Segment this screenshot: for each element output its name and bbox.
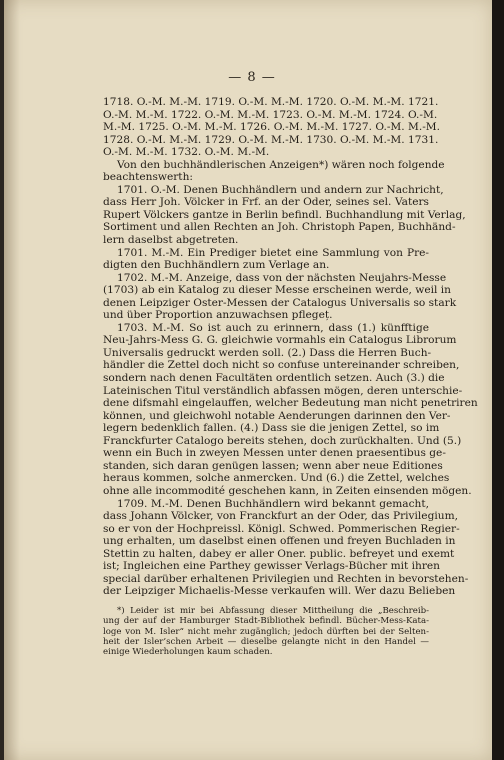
body-text-line: wenn ein Buch in zweyen Messen unter denen praesentibus ge- (103, 447, 446, 460)
body-text (103, 96, 478, 598)
body-text-line: 1702. M.-M. Anzeige, dass von der nächsten Neujahrs-Messe (117, 271, 447, 284)
body-text-line: O.-M. M.-M. 1732. O.-M. M.-M. (103, 146, 270, 159)
body-text-line: legern bedenklich fallen. (4.) Dass sie die jenigen Zettel, so im (103, 422, 440, 435)
body-text-line: beachtenswerth: (103, 171, 193, 184)
spine-shadow (4, 0, 20, 760)
body-text-line: sondern nach denen Facultäten ordentlich setzen. Auch (3.) die (103, 372, 445, 385)
body-text-line: Lateinischen Titul verständlich abfassen mögen, deren unterschie- (103, 384, 463, 397)
body-text-line: lern daselbst abgetreten. (103, 234, 239, 247)
body-text-line: Rupert Völckers gantze in Berlin befindl. Buchhandlung mit Verlag, (103, 208, 466, 221)
body-text-line: der Leipziger Michaelis-Messe verkaufen will. Wer dazu Belieben (103, 585, 456, 598)
body-text-line: 1718. O.-M. M.-M. 1719. O.-M. M.-M. 1720. O.-M. M.-M. 1721. (103, 96, 439, 108)
body-text-line: dass Herr Joh. Völcker in Frf. an der Oder, seines sel. Vaters (103, 196, 429, 209)
body-text-line: können, und gleichwohl notable Aenderungen darinnen den Ver- (103, 409, 451, 422)
body-text-line: ohne alle incommodité geschehen kann, in Zeiten einsenden mögen. (103, 484, 472, 497)
footnote-line: ung der auf der Hamburger Stadt-Bibliothek befindl. Bücher-Mess-Kata- (103, 616, 429, 627)
body-text-line: 1703. M.-M. So ist auch zu erinnern, dass (1.) künfftige (117, 321, 429, 334)
body-text-line: Universalis gedruckt werden soll. (2.) Dass die Herren Buch- (103, 346, 432, 359)
footnote-line: einige Wiederholungen kaum schaden. (103, 647, 273, 658)
body-text-line: Stettin zu halten, dabey er aller Oner. public. befreyet und exemt (103, 547, 455, 560)
body-text-line: und über Proportion anzuwachsen pflegeț. (103, 309, 333, 322)
body-text-line: Franckfurter Catalogo bereits stehen, doch zurückhalten. Und (5.) (103, 434, 462, 447)
footnote-line: heit der Isler’schen Arbeit — dieselbe gelangte nicht in den Handel — (103, 636, 429, 647)
body-text-line: so er von der Hochpreissl. Königl. Schwed. Pommerischen Regier- (103, 522, 460, 535)
body-text-line: ist; Ingleichen eine Parthey gewisser Verlags-Bücher mit ihren (103, 560, 441, 573)
body-text-line: Neu-Jahrs-Mess G. G. gleichwie vormahls ein Catalogus Librorum (103, 334, 457, 347)
page-number: — 8 — (228, 70, 276, 85)
body-text-line: ung erhalten, um daselbst einen offenen und freyen Buchladen in (103, 535, 456, 548)
body-text-line: denen Leipziger Oster-Messen der Catalogus Universalis so stark (103, 296, 457, 309)
body-text-line: O.-M. M.-M. 1722. O.-M. M.-M. 1723. O.-M. M.-M. 1724. O.-M. (103, 108, 438, 121)
body-text-line: 1701. O.-M. Denen Buchhändlern und andern zur Nachricht, (117, 183, 444, 196)
body-text-line: 1709. M.-M. Denen Buchhändlern wird bekannt gemacht, (117, 497, 429, 510)
page-edge (492, 0, 504, 760)
body-text-line: Von den buchhändlerischen Anzeigen*) wären noch folgende (117, 158, 445, 171)
footnote (103, 606, 429, 657)
body-text-line: 1701. M.-M. Ein Prediger bietet eine Sammlung von Pre- (117, 246, 429, 259)
body-text-line: Sortiment und allen Rechten an Joh. Christoph Papen, Buchhänd- (103, 221, 456, 234)
body-text-line: M.-M. 1725. O.-M. M.-M. 1726. O.-M. M.-M. 1727. O.-M. M.-M. (103, 121, 441, 134)
body-text-line: (1703) ab ein Katalog zu dieser Messe erscheinen werde, weil in (103, 284, 451, 297)
body-text-line: digten den Buchhändlern zum Verlage an. (103, 259, 330, 272)
body-text-line: standen, sich daran genügen lassen; wenn aber neue Editiones (103, 459, 443, 472)
footnote-line: *) Leider ist mir bei Abfassung dieser Mittheilung die „Beschreib- (117, 606, 429, 616)
footnote-line: loge von M. Isler“ nicht mehr zugänglich; jedoch dürften bei der Selten- (103, 626, 429, 637)
body-text-line: heraus kommen, solche anmercken. Und (6.) die Zettel, welches (103, 472, 450, 485)
body-text-line: dene difsmahl eingelauffen, welcher Bedeutung man nicht penetriren (103, 397, 478, 410)
body-text-line: händler die Zettel doch nicht so confuse untereinander schreiben, (103, 359, 460, 372)
body-text-line: special darüber erhaltenen Privilegien und Rechten in bevorstehen- (103, 572, 469, 585)
body-text-line: dass Johann Völcker, von Franckfurt an der Oder, das Privilegium, (103, 510, 458, 523)
body-text-line: 1728. O.-M. M.-M. 1729. O.-M. M.-M. 1730. O.-M. M.-M. 1731. (103, 133, 439, 146)
